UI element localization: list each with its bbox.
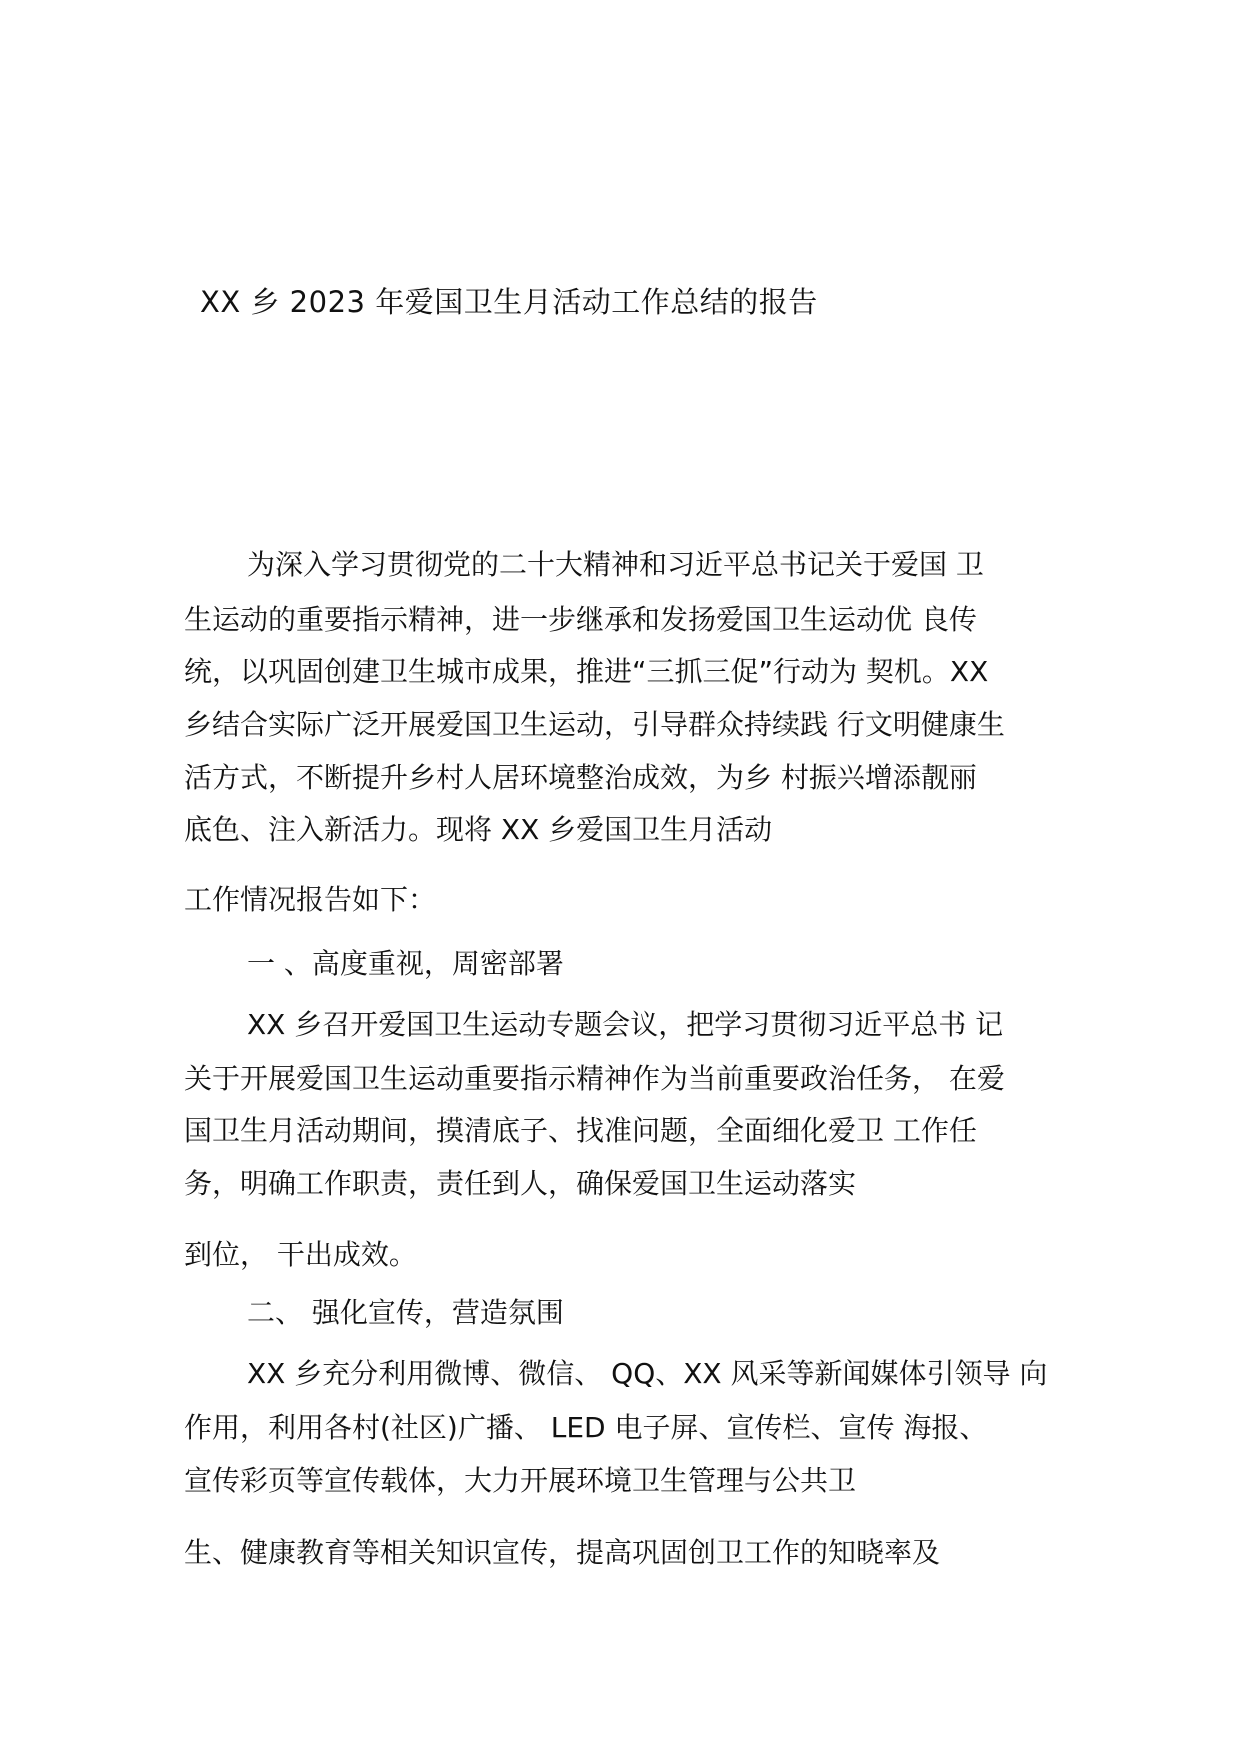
document-title: XX 乡 2023 年爱国卫生月活动工作总结的报告 bbox=[200, 285, 818, 319]
paragraph-1-line-4: 乡结合实际广泛开展爱国卫生运动，引导群众持续践 行文明健康生 bbox=[184, 708, 1005, 741]
paragraph-3-line-2: 作用，利用各村(社区)广播、 LED 电子屏、宣传栏、宣传 海报、 bbox=[184, 1411, 988, 1444]
paragraph-2-line-1: XX 乡召开爱国卫生运动专题会议，把学习贯彻习近平总书 记 bbox=[247, 1008, 1004, 1041]
paragraph-1-line-5: 活方式，不断提升乡村人居环境整治成效，为乡 村振兴增添靓丽 bbox=[184, 761, 977, 794]
paragraph-3-line-4: 生、健康教育等相关知识宣传，提高巩固创卫工作的知晓率及 bbox=[184, 1536, 941, 1569]
paragraph-1-line-2: 生运动的重要指示精神，进一步继承和发扬爱国卫生运动优 良传 bbox=[184, 603, 977, 636]
paragraph-3-line-3: 宣传彩页等宣传载体，大力开展环境卫生管理与公共卫 bbox=[184, 1464, 857, 1497]
paragraph-3-line-1: XX 乡充分利用微博、微信、 QQ、XX 风采等新闻媒体引领导 向 bbox=[247, 1357, 1048, 1390]
paragraph-2-line-5: 到位， 干出成效。 bbox=[184, 1238, 417, 1271]
paragraph-2-line-4: 务，明确工作职责，责任到人，确保爱国卫生运动落实 bbox=[184, 1167, 857, 1200]
paragraph-1-line-6: 底色、注入新活力。现将 XX 乡爱国卫生月活动 bbox=[184, 813, 773, 846]
paragraph-1-line-7: 工作情况报告如下： bbox=[184, 883, 437, 916]
paragraph-1-line-1: 为深入学习贯彻党的二十大精神和习近平总书记关于爱国 卫 bbox=[247, 548, 984, 581]
section-2-heading: 二、 强化宣传，营造氛围 bbox=[247, 1296, 564, 1329]
section-1-heading: 一 、高度重视，周密部署 bbox=[247, 947, 564, 980]
paragraph-2-line-2: 关于开展爱国卫生运动重要指示精神作为当前重要政治任务， 在爱 bbox=[184, 1062, 1005, 1095]
paragraph-1-line-3: 统，以巩固创建卫生城市成果，推进“三抓三促”行动为 契机。XX bbox=[184, 655, 989, 688]
paragraph-2-line-3: 国卫生月活动期间，摸清底子、找准问题，全面细化爱卫 工作任 bbox=[184, 1114, 977, 1147]
